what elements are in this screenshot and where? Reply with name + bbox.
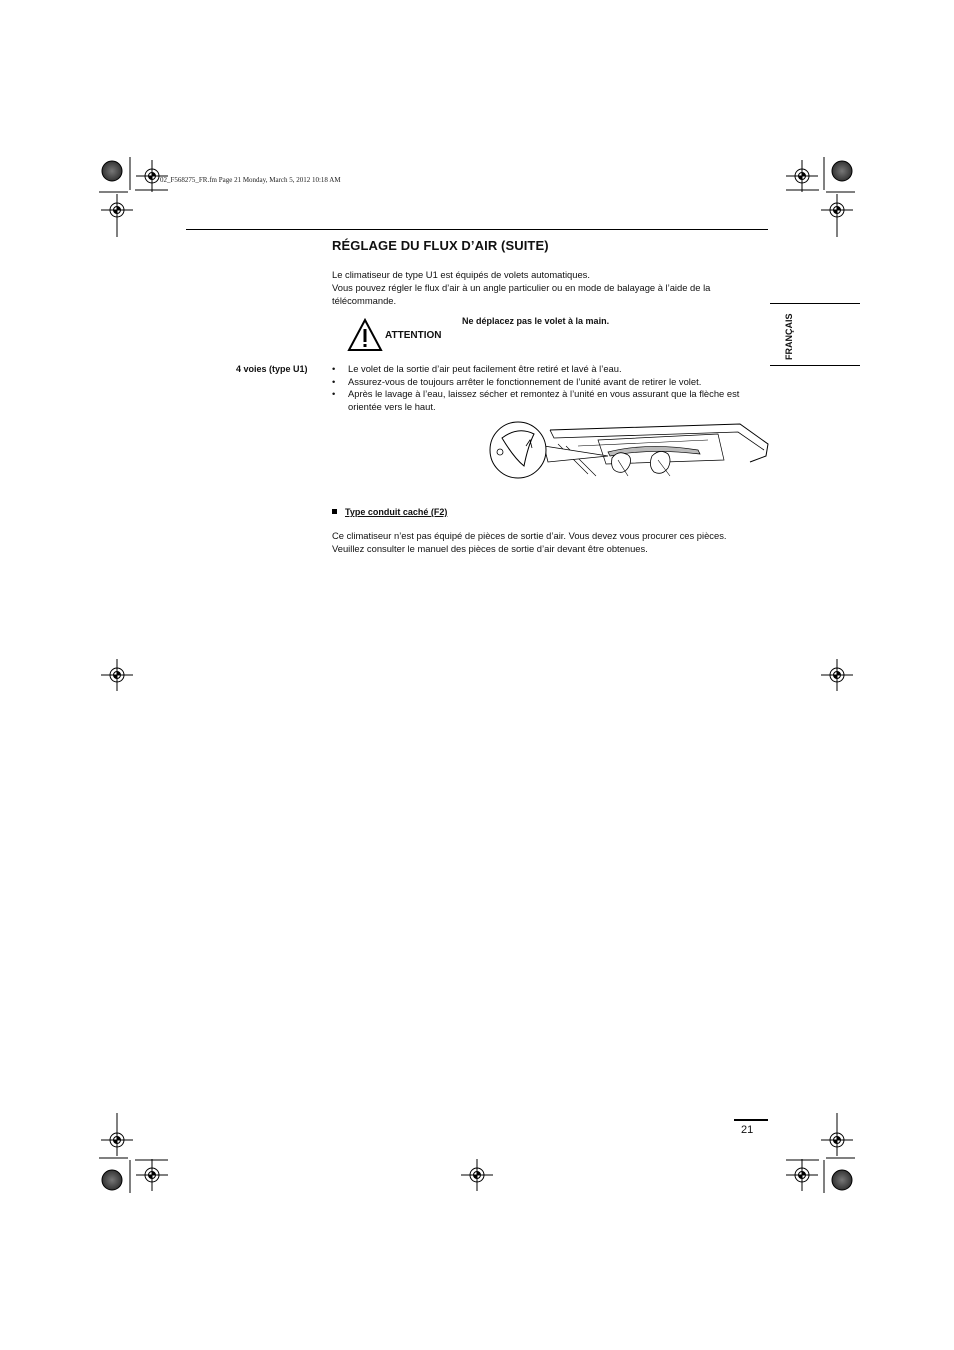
warning-label: ATTENTION bbox=[385, 330, 442, 341]
bullet-text: Le volet de la sortie d’air peut facilement être retiré et lavé à l’eau. bbox=[348, 363, 622, 374]
bullet-icon: • bbox=[332, 388, 336, 399]
language-tab-label: FRANÇAIS bbox=[784, 313, 794, 360]
intro-line-3: télécommande. bbox=[332, 295, 397, 306]
bullet-list bbox=[332, 363, 762, 413]
louver-illustration bbox=[488, 416, 770, 486]
section-text-line-2: Veuillez consulter le manuel des pièces de sortie d’air devant être obtenues. bbox=[332, 543, 648, 554]
warning-triangle-icon bbox=[347, 318, 383, 352]
language-tab-bottom-rule bbox=[770, 365, 860, 366]
side-label: 4 voies (type U1) bbox=[236, 364, 308, 374]
bullet-text: Après le lavage à l’eau, laissez sécher et remontez à l’unité en vous assurant que la flèche est orientée vers le haut. bbox=[348, 388, 740, 412]
section-text bbox=[332, 529, 772, 555]
language-tab-top-rule bbox=[770, 303, 860, 304]
intro-line-2: Vous pouvez régler le flux d’air à un angle particulier ou en mode de balayage à l’aide de la bbox=[332, 282, 711, 293]
list-item bbox=[332, 376, 762, 389]
section-text-line-1: Ce climatiseur n’est pas équipé de pièces de sortie d’air. Vous devez vous procurer ces pièces. bbox=[332, 530, 727, 541]
square-bullet-icon bbox=[332, 509, 337, 514]
page-number-rule bbox=[734, 1119, 768, 1121]
section-heading-text: Type conduit caché (F2) bbox=[345, 507, 448, 517]
bullet-icon: • bbox=[332, 375, 336, 387]
list-item bbox=[332, 388, 762, 413]
file-info: 02_F568275_FR.fm Page 21 Monday, March 5, 2012 10:18 AM bbox=[160, 176, 341, 184]
section-heading bbox=[332, 507, 447, 517]
header-rule bbox=[186, 229, 768, 230]
page-title: RÉGLAGE DU FLUX D’AIR (SUITE) bbox=[332, 238, 549, 253]
warning-text: Ne déplacez pas le volet à la main. bbox=[462, 316, 610, 326]
list-item bbox=[332, 363, 762, 376]
bullet-icon: • bbox=[332, 363, 336, 374]
bullet-text: Assurez-vous de toujours arrêter le fonctionnement de l’unité avant de retirer le volet. bbox=[348, 375, 702, 387]
intro-line-1: Le climatiseur de type U1 est équipés de volets automatiques. bbox=[332, 269, 590, 280]
page-number: 21 bbox=[741, 1124, 754, 1136]
